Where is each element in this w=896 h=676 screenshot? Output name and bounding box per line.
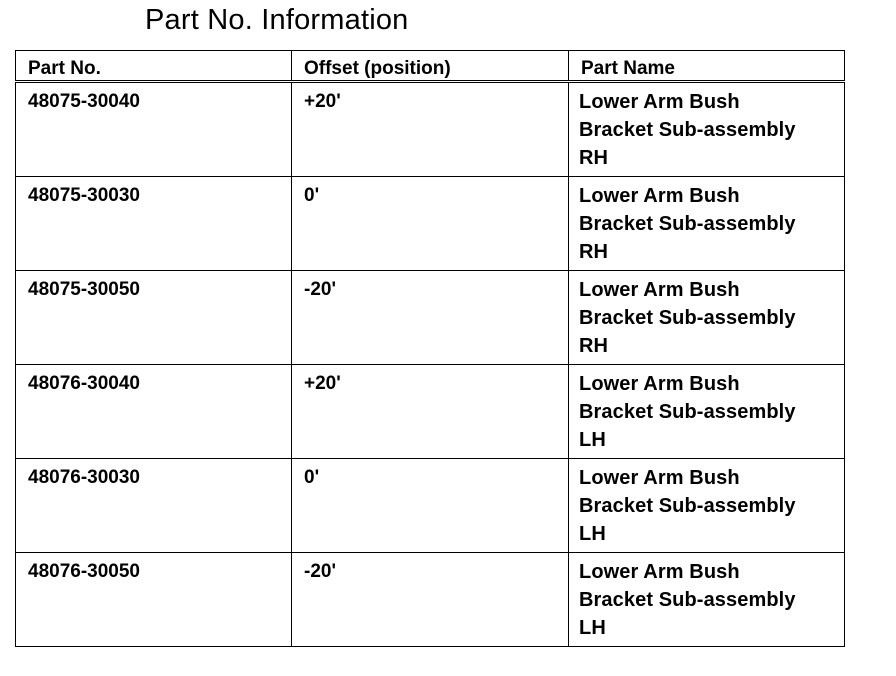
- part-no-cell: 48075-30050: [16, 271, 292, 365]
- part-name-cell: [569, 553, 845, 647]
- part-name-side: RH: [579, 335, 609, 357]
- part-name-cell: [569, 82, 845, 177]
- table-row: [16, 82, 845, 177]
- part-name-line: Lower Arm Bush: [579, 185, 740, 207]
- part-no-cell: 48076-30050: [16, 553, 292, 647]
- table-row: [16, 553, 845, 647]
- offset-cell: 0': [292, 459, 569, 553]
- part-name-side: LH: [579, 429, 606, 451]
- part-name-line: Lower Arm Bush: [579, 467, 740, 489]
- table-row: [16, 459, 845, 553]
- page-title: Part No. Information: [145, 4, 409, 36]
- table-row: [16, 365, 845, 459]
- column-header-offset: Offset (position): [292, 51, 569, 82]
- part-no-cell: 48075-30030: [16, 177, 292, 271]
- part-name-line: Lower Arm Bush: [579, 279, 740, 301]
- part-name-line: Bracket Sub-assembly: [579, 589, 796, 611]
- offset-cell: -20': [292, 271, 569, 365]
- part-no-cell: 48076-30040: [16, 365, 292, 459]
- part-info-table: [15, 50, 845, 647]
- part-name-line: Bracket Sub-assembly: [579, 119, 796, 141]
- part-name-cell: [569, 177, 845, 271]
- part-name-line: Bracket Sub-assembly: [579, 213, 796, 235]
- part-no-cell: 48075-30040: [16, 82, 292, 177]
- part-name-cell: [569, 365, 845, 459]
- part-name-cell: [569, 271, 845, 365]
- column-header-part-name: Part Name: [569, 51, 845, 82]
- part-name-line: Bracket Sub-assembly: [579, 401, 796, 423]
- offset-cell: -20': [292, 553, 569, 647]
- part-name-line: Bracket Sub-assembly: [579, 307, 796, 329]
- offset-cell: +20': [292, 365, 569, 459]
- part-name-cell: [569, 459, 845, 553]
- part-name-side: LH: [579, 617, 606, 639]
- table-row: [16, 177, 845, 271]
- part-name-side: RH: [579, 147, 609, 169]
- part-name-line: Lower Arm Bush: [579, 373, 740, 395]
- part-name-side: RH: [579, 241, 609, 263]
- part-name-line: Bracket Sub-assembly: [579, 495, 796, 517]
- part-name-side: LH: [579, 523, 606, 545]
- part-no-cell: 48076-30030: [16, 459, 292, 553]
- offset-cell: +20': [292, 82, 569, 177]
- part-name-line: Lower Arm Bush: [579, 561, 740, 583]
- table-row: [16, 271, 845, 365]
- part-name-line: Lower Arm Bush: [579, 91, 740, 113]
- table-header-row: [16, 51, 845, 82]
- column-header-part-no: Part No.: [16, 51, 292, 82]
- offset-cell: 0': [292, 177, 569, 271]
